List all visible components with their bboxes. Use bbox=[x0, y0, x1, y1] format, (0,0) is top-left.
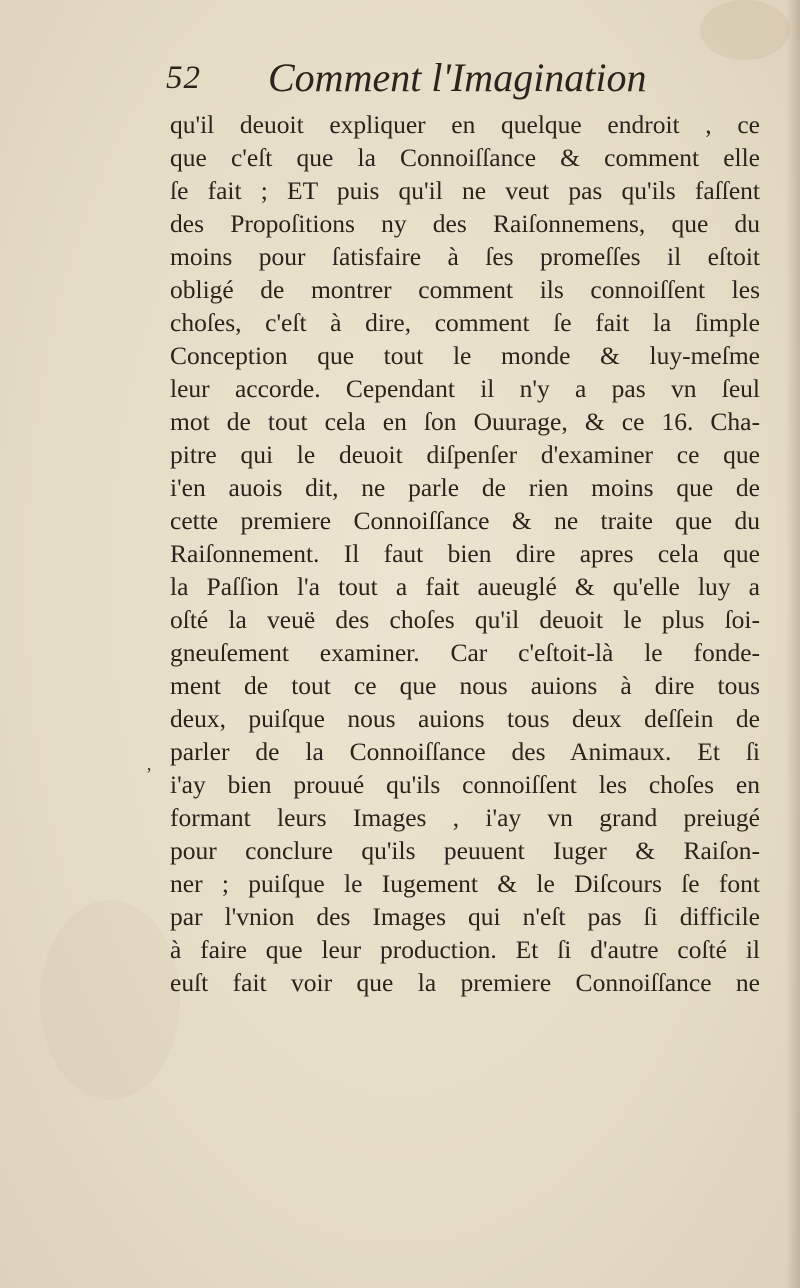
text-line: pour conclure qu'ils peuuent Iuger & Raiſon- bbox=[170, 836, 760, 865]
margin-mark-icon: ‚ bbox=[146, 754, 152, 774]
text-line: à faire que leur production. Et ſi d'autre coſté il bbox=[170, 935, 760, 964]
paper-stain bbox=[40, 900, 180, 1100]
page-header bbox=[166, 52, 686, 110]
text-line: parler de la Connoiſſance des Animaux. Et ſi bbox=[170, 737, 760, 766]
text-line: choſes, c'eſt à dire, comment ſe fait la ſimple bbox=[170, 308, 760, 337]
text-line: i'en auois dit, ne parle de rien moins que de bbox=[170, 473, 760, 502]
text-line: ſe fait ; ET puis qu'il ne veut pas qu'ils faſſent bbox=[170, 176, 760, 205]
text-line: formant leurs Images , i'ay vn grand preiugé bbox=[170, 803, 760, 832]
text-line: mot de tout cela en ſon Ouurage, & ce 16. Cha- bbox=[170, 407, 760, 436]
text-line: ner ; puiſque le Iugement & le Diſcours ſe font bbox=[170, 869, 760, 898]
text-line: euſt fait voir que la premiere Connoiſſance ne bbox=[170, 968, 760, 997]
text-line: cette premiere Connoiſſance & ne traite que du bbox=[170, 506, 760, 535]
running-title: Comment l'Imagination bbox=[268, 55, 647, 100]
text-line: Raiſonnement. Il faut bien dire apres cela que bbox=[170, 539, 760, 568]
text-line: Conception que tout le monde & luy-meſme bbox=[170, 341, 760, 370]
text-line: moins pour ſatisfaire à ſes promeſſes il eſtoit bbox=[170, 242, 760, 271]
text-line: gneuſement examiner. Car c'eſtoit-là le fonde- bbox=[170, 638, 760, 667]
text-line: la Paſſion l'a tout a fait aueuglé & qu'elle luy a bbox=[170, 572, 760, 601]
text-line: par l'vnion des Images qui n'eſt pas ſi difficile bbox=[170, 902, 760, 931]
text-line: que c'eſt que la Connoiſſance & comment elle bbox=[170, 143, 760, 172]
text-line: pitre qui le deuoit diſpenſer d'examiner ce que bbox=[170, 440, 760, 469]
text-line: oſté la veuë des choſes qu'il deuoit le plus ſoi- bbox=[170, 605, 760, 634]
text-line: ment de tout ce que nous auions à dire tous bbox=[170, 671, 760, 700]
text-line: leur accorde. Cependant il n'y a pas vn ſeul bbox=[170, 374, 760, 403]
paper-stain bbox=[700, 0, 790, 60]
text-line: deux, puiſque nous auions tous deux deſſein de bbox=[170, 704, 760, 733]
text-line: qu'il deuoit expliquer en quelque endroit , ce bbox=[170, 110, 760, 139]
text-line: obligé de montrer comment ils connoiſſent les bbox=[170, 275, 760, 304]
page-edge-shadow bbox=[786, 0, 800, 1288]
body-text bbox=[170, 108, 760, 999]
page-number: 52 bbox=[166, 60, 201, 96]
text-line: des Propoſitions ny des Raiſonnemens, que du bbox=[170, 209, 760, 238]
text-line: i'ay bien prouué qu'ils connoiſſent les choſes en bbox=[170, 770, 760, 799]
